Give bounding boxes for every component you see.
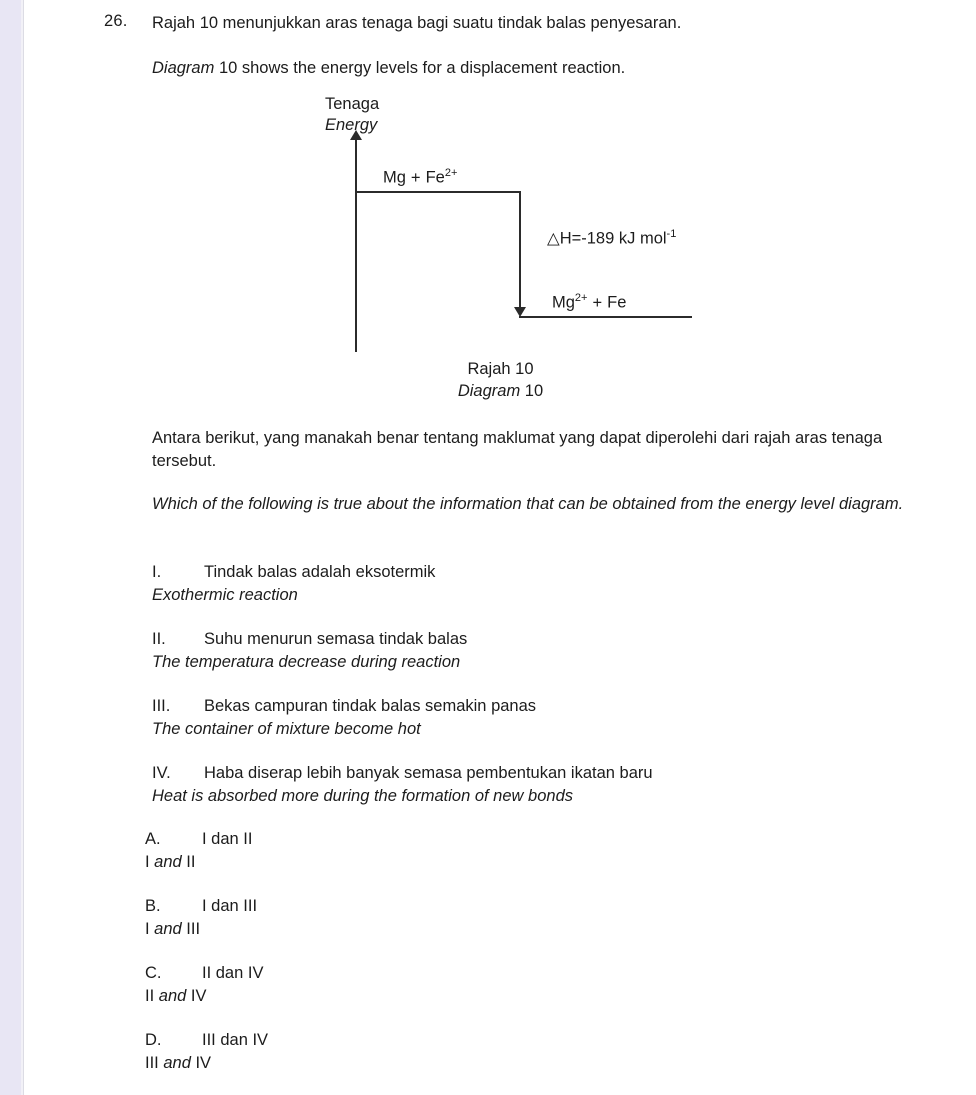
page-left-margin-band: [0, 0, 21, 1095]
statement-i: [152, 561, 912, 607]
products-plus-sign: +: [592, 293, 603, 312]
reactants-species-2: Fe: [425, 168, 445, 187]
lead-in-english: Which of the following is true about the information that can be obtained from the energy level diagram.: [152, 495, 904, 513]
statement-i-english: Exothermic reaction: [152, 586, 298, 604]
answer-option-d-malay: III dan IV: [202, 1031, 269, 1049]
statement-ii-marker: II.: [152, 630, 166, 648]
answer-option-d[interactable]: [145, 1029, 565, 1075]
page-edge-divider: [21, 0, 24, 1095]
diagram-caption-malay: Rajah 10: [467, 360, 534, 378]
diagram-caption-english-keyword: Diagram: [457, 382, 521, 400]
statement-iv-malay: Haba diserap lebih banyak semasa pembentukan ikatan baru: [204, 764, 653, 782]
statement-ii: [152, 628, 912, 674]
answer-option-c-english: [145, 987, 206, 1005]
answer-option-a[interactable]: [145, 828, 565, 874]
energy-axis-label-malay: Tenaga: [325, 95, 380, 113]
products-species-2: Fe: [607, 293, 627, 312]
delta-triangle-icon: △: [547, 229, 560, 248]
answer-option-c-malay: II dan IV: [202, 964, 264, 982]
energy-level-diagram: [25, 90, 976, 410]
enthalpy-unit-exponent: -1: [666, 228, 677, 240]
statement-iv: [152, 762, 912, 808]
answer-option-d-marker: D.: [145, 1031, 162, 1049]
statement-iii-marker: III.: [152, 697, 171, 715]
answer-option-b-english-conjunction: and: [154, 920, 182, 938]
question-stem-malay: Rajah 10 menunjukkan aras tenaga bagi suatu tindak balas penyesaran.: [152, 14, 682, 32]
answer-option-a-english-last: II: [181, 853, 196, 871]
answer-option-c-english-conjunction: and: [158, 987, 187, 1005]
answer-option-a-marker: A.: [145, 830, 161, 848]
reactants-species-1: Mg: [383, 168, 406, 187]
diagram-caption-english-number: 10: [520, 382, 544, 400]
reactants-plus-sign: +: [410, 168, 421, 187]
statement-iii-body: [152, 697, 536, 738]
reactants-species-2-charge: 2+: [444, 167, 458, 179]
answer-option-b-english-first: I: [145, 920, 155, 938]
answer-option-a-english-first: I: [145, 853, 155, 871]
diagram-caption: [25, 358, 976, 402]
products-species-1-charge: 2+: [574, 292, 588, 304]
statement-iv-english: Heat is absorbed more during the formation of new bonds: [152, 787, 573, 805]
answer-option-a-malay: I dan II: [202, 830, 253, 848]
diagram-caption-english: [25, 380, 976, 402]
answer-option-c[interactable]: [145, 962, 565, 1008]
reactant-energy-level-line: [355, 191, 521, 193]
statement-i-marker: I.: [152, 563, 162, 581]
question-stem-english-keyword: Diagram: [152, 59, 215, 77]
answer-option-b-malay: I dan III: [202, 897, 258, 915]
statement-i-malay: Tindak balas adalah eksotermik: [204, 563, 436, 581]
answer-option-d-english-last: IV: [190, 1054, 212, 1072]
exam-page: [25, 0, 976, 1095]
question-stem-english: [152, 57, 942, 79]
answer-option-b[interactable]: [145, 895, 565, 941]
answer-option-d-english-conjunction: and: [163, 1054, 191, 1072]
statement-ii-english: The temperatura decrease during reaction: [152, 653, 461, 671]
answer-option-b-english: [145, 920, 200, 938]
question-number: 26.: [104, 12, 128, 30]
statement-ii-body: [152, 630, 467, 671]
answer-option-d-english: [145, 1054, 211, 1072]
statement-iii: [152, 695, 912, 741]
answer-option-a-english: [145, 853, 195, 871]
enthalpy-change-value: H=-189 kJ mol: [559, 229, 667, 248]
answer-option-a-english-conjunction: and: [154, 853, 182, 871]
enthalpy-change-label: [547, 228, 676, 249]
product-energy-level-line: [519, 316, 692, 318]
statement-iv-body: [152, 764, 653, 805]
question-stem-english-rest: 10 shows the energy levels for a displacement reaction.: [214, 59, 626, 77]
answer-option-b-marker: B.: [145, 897, 161, 915]
products-label: [552, 292, 626, 313]
answer-option-b-english-last: III: [181, 920, 201, 938]
reactants-label: [383, 167, 457, 188]
answer-option-c-english-first: II: [145, 987, 159, 1005]
statement-iii-malay: Bekas campuran tindak balas semakin panas: [204, 697, 537, 715]
statement-ii-malay: Suhu menurun semasa tindak balas: [204, 630, 468, 648]
statement-iii-english: The container of mixture become hot: [152, 720, 421, 738]
lead-in-malay: Antara berikut, yang manakah benar tentang maklumat yang dapat diperolehi dari rajah aras tenaga tersebut.: [152, 429, 883, 470]
products-species-1: Mg: [552, 293, 575, 312]
energy-axis-line: [355, 138, 357, 352]
answer-option-c-english-last: IV: [186, 987, 207, 1005]
statement-iv-marker: IV.: [152, 764, 171, 782]
answer-option-c-marker: C.: [145, 964, 162, 982]
energy-axis-label-english: Energy: [325, 116, 378, 134]
answer-option-d-english-first: III: [145, 1054, 164, 1072]
enthalpy-change-drop-line: [519, 191, 521, 309]
